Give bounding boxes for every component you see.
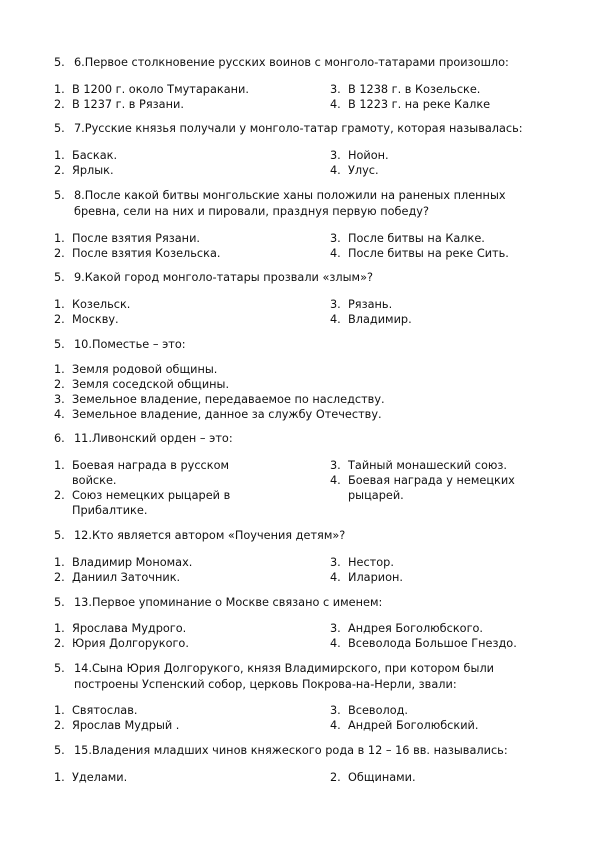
- question-7: [54, 121, 554, 137]
- answer-option: 2. Общинами.: [330, 771, 416, 784]
- answer-option: 4. Андрей Боголюбский.: [330, 719, 479, 732]
- answer-option: 3. Тайный монашеский союз.: [330, 459, 507, 472]
- answer-option: 1. Владимир Мономах.: [54, 556, 193, 569]
- answer-option: 1. Святослав.: [54, 704, 138, 717]
- answer-option: 2. Земля соседской общины.: [54, 378, 230, 391]
- question-number: 5.: [54, 744, 65, 757]
- answer-option: 1. В 1200 г. около Тмутаракани.: [54, 83, 249, 96]
- answer-option: 3. Всеволод.: [330, 704, 409, 717]
- answer-option: 1. Земля родовой общины.: [54, 363, 218, 376]
- question-text: 6.Первое столкновение русских воинов с монголо-татарами произошло:: [74, 56, 509, 69]
- question-number: 5.: [54, 338, 65, 351]
- question-text: 8.После какой битвы монгольские ханы положили на раненых пленных бревна, сели на них и пировали, празднуя первую победу?: [74, 189, 506, 218]
- question-13: [54, 595, 554, 611]
- question-text: 12.Кто является автором «Поучения детям»?: [74, 529, 346, 542]
- answer-option: 4. Всеволода Большое Гнездо.: [330, 637, 517, 650]
- question-number: 5.: [54, 271, 65, 284]
- question-number: 5.: [54, 662, 65, 675]
- answer-option: 4. В 1223 г. на реке Калке: [330, 98, 491, 111]
- answer-option: 2. Даниил Заточник.: [54, 571, 181, 584]
- question-12: [54, 528, 554, 544]
- question-number: 5.: [54, 56, 65, 69]
- question-number: 5.: [54, 189, 65, 202]
- question-text: 9.Какой город монголо-татары прозвали «злым»?: [74, 271, 373, 284]
- answer-option: 2. Ярлык.: [54, 164, 114, 177]
- answer-option: 1. После взятия Рязани.: [54, 232, 201, 245]
- answer-option: 3. Нестор.: [330, 556, 394, 569]
- question-text: 14.Сына Юрия Долгорукого, князя Владимирского, при котором были построены Успенский собор, церковь Покрова-на-Нерли, звали:: [74, 662, 495, 691]
- question-number: 6.: [54, 432, 65, 445]
- answer-option: 1. Боевая награда в русском войске.: [54, 459, 230, 487]
- question-text: 13.Первое упоминание о Москве связано с именем:: [74, 596, 383, 609]
- answer-option: 1. Козельск.: [54, 298, 131, 311]
- answer-option: 4. Земельное владение, данное за службу Отечеству.: [54, 408, 382, 421]
- answer-option: 3. После битвы на Калке.: [330, 232, 485, 245]
- question-8: [54, 188, 554, 220]
- answer-option: 1. Баскак.: [54, 149, 118, 162]
- question-9: [54, 270, 554, 286]
- question-text: 7.Русские князья получали у монголо-татар грамоту, которая называлась:: [74, 122, 523, 135]
- answer-option: 1. Ярослава Мудрого.: [54, 622, 187, 635]
- answer-option: 2. Москву.: [54, 313, 119, 326]
- answer-option: 4. Владимир.: [330, 313, 412, 326]
- answer-option: 3. Нойон.: [330, 149, 389, 162]
- answer-option: 4. После битвы на реке Сить.: [330, 247, 509, 260]
- question-6: [54, 55, 554, 71]
- question-text: 11.Ливонский орден – это:: [74, 432, 233, 445]
- answer-option: 4. Иларион.: [330, 571, 403, 584]
- question-number: 5.: [54, 529, 65, 542]
- question-number: 5.: [54, 596, 65, 609]
- answer-option: 4. Боевая награда у немецких рыцарей.: [330, 474, 515, 502]
- answer-option: 4. Улус.: [330, 164, 379, 177]
- answer-option: 3. Андрея Боголюбского.: [330, 622, 484, 635]
- question-text: 15.Владения младших чинов княжеского рода в 12 – 16 вв. назывались:: [74, 744, 508, 757]
- question-15: [54, 743, 554, 759]
- answer-option: 3. Рязань.: [330, 298, 393, 311]
- question-text: 10.Поместье – это:: [74, 338, 186, 351]
- answers-10: [54, 362, 554, 422]
- question-14: [54, 661, 554, 693]
- answer-option: 2. Юрия Долгорукого.: [54, 637, 189, 650]
- answer-option: 2. Союз немецких рыцарей в Прибалтике.: [54, 489, 231, 517]
- answer-option: 3. В 1238 г. в Козельске.: [330, 83, 481, 96]
- answer-option: 2. После взятия Козельска.: [54, 247, 221, 260]
- answer-option: 2. Ярослав Мудрый .: [54, 719, 180, 732]
- question-10: [54, 337, 554, 353]
- answer-option: 2. В 1237 г. в Рязани.: [54, 98, 184, 111]
- answer-option: 1. Уделами.: [54, 771, 128, 784]
- answer-option: 3. Земельное владение, передаваемое по наследству.: [54, 393, 385, 406]
- question-11: [54, 431, 554, 447]
- question-number: 5.: [54, 122, 65, 135]
